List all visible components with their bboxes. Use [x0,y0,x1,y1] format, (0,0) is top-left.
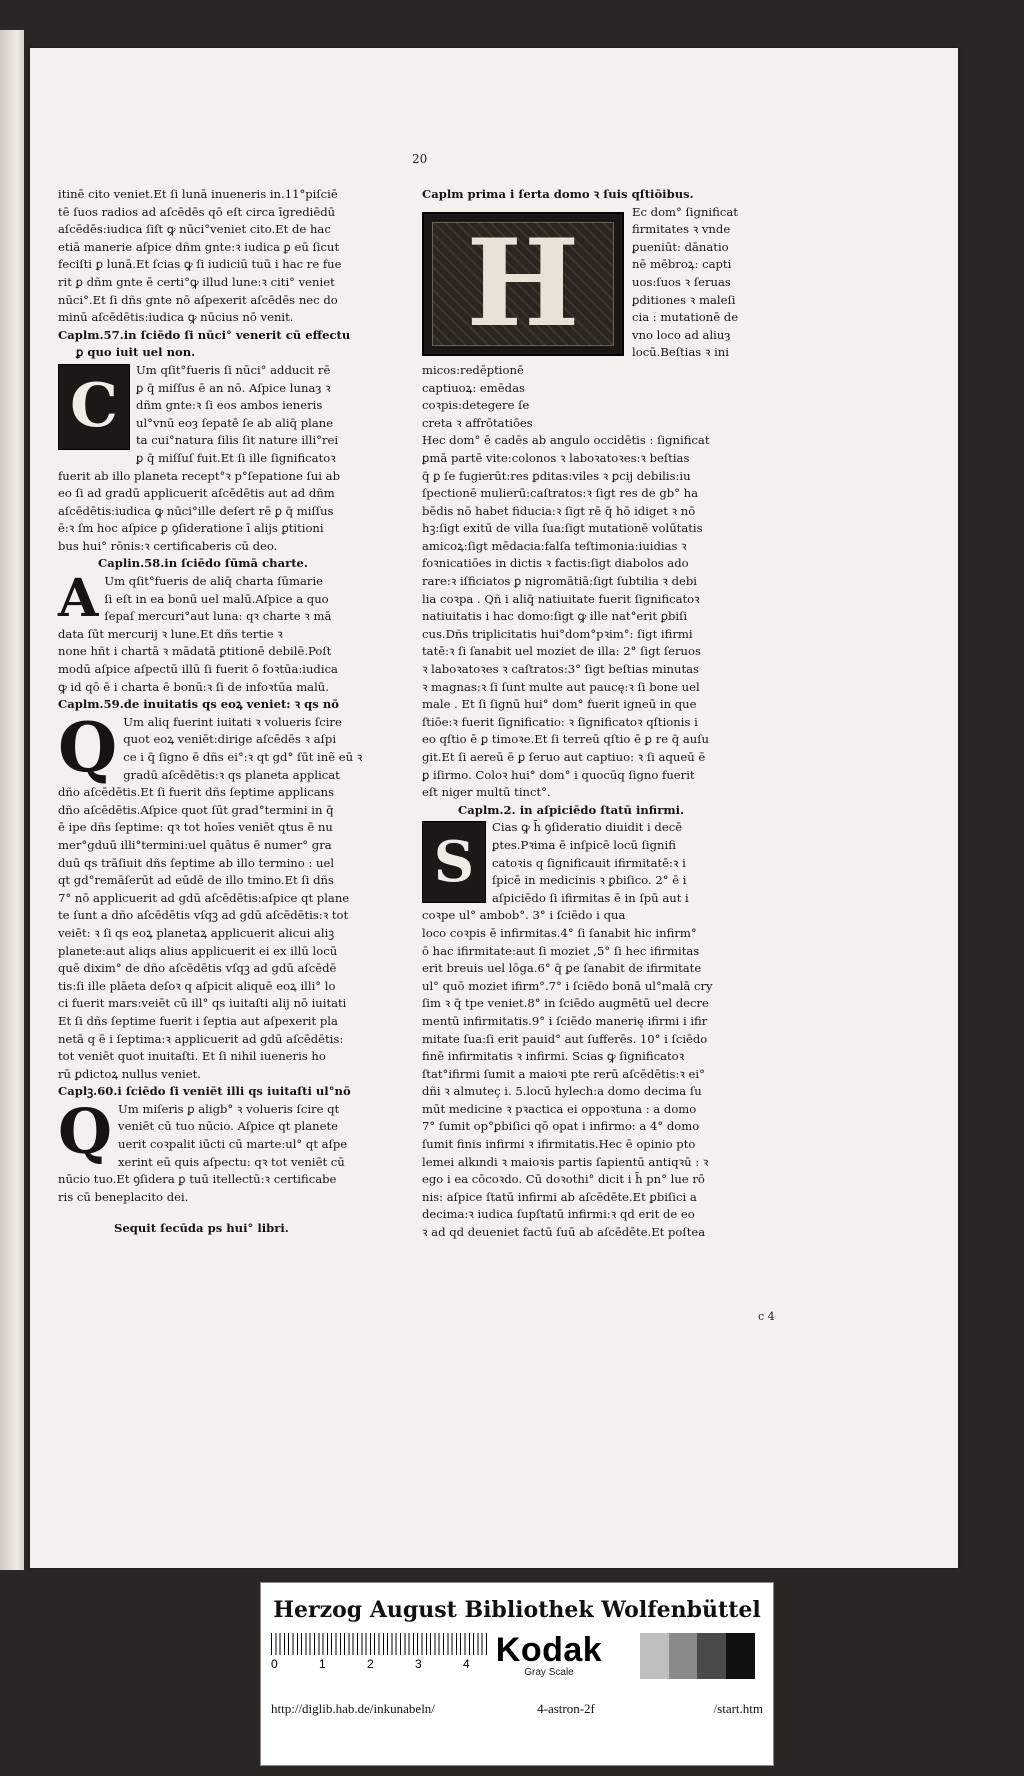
text-line: itinē cito veniet.Et ſi lunā inueneris in.11°piſciē [58,187,338,201]
text-line: micos:redēptionē [422,362,524,377]
text-line: xerint eū quis aſpectu: qꝛ tot veniēt cū [118,1154,345,1169]
decorated-initial-c [58,364,130,450]
text-line: ꝑtes.Pꝛima ē inſpicē locū ſignifi [492,837,676,852]
text-line: ē:ꝛ ſm hoc aſpice ꝑ ꝯſideratione ī alijs ꝑtitioni [58,521,324,536]
text-line: vno loco ad aliuȝ [632,327,731,342]
text-line: Um miſeris ꝑ aligb° ꝛ volueris ſcire qt [118,1101,340,1116]
text-line: ſtat°ifirmi ſumit a maioꝛi pte rerū aſcēdētis:ꝛ ei° [422,1066,705,1081]
page-file: /start.htm [713,1701,763,1716]
text-line: cus.Dñs triplicitatis hui°dom°pꝛim°: ſigt ifirmi [422,626,693,641]
left-column [58,186,394,1238]
text-line: ego i ea cōcoꝛdo. Cū doꝛothi° dicit i h̄ pn° lue rō [422,1172,705,1187]
text-line: erit breuis uel lōga.6° q̄ ꝑe ſanabit de ifirmitate [422,961,702,976]
text-line: ul°vnū eoȝ ſepatē ſe ab aliq̄ plane [136,415,334,430]
text-line: lia coꝛpa . Qñ i aliq̄ natiuitate fuerit ſignificatoꝛ [422,591,700,606]
text-line: tē ſuos radios ad aſcēdēs qō eſt circa īgrediēdū [58,204,336,219]
text-line: cia : mutationē de [632,310,739,325]
ruler-number: 2 [367,1657,374,1671]
gray-patch [697,1633,726,1679]
page-number: 20 [412,152,428,166]
text-line: ci fuerit mars:veiēt cū ill° qs iuitaſti alij nō iuitati [58,996,347,1011]
text-line: rit ꝑ dñm gnte ē certi°ꝙ illud lune:ꝛ citi° veniet [58,274,335,289]
text-line: rū ꝑdictoꝝ nullus veniet. [58,1066,201,1081]
text-line: tot veniēt quot inuitaſti. Et ſi nihil iueneris ho [58,1049,326,1064]
text-line: natiuitatis i hac domo:ſigt ꝙ ille nat°erit ꝑbiſi [422,609,688,624]
ruler-ticks [271,1633,487,1655]
text-line: tis:ſi ille plāeta deſoꝛ q aſpicit aliquē eoꝝ illi° lo [58,978,336,993]
text-line: eſt niger multū tinct°. [422,785,551,800]
text-line: minū aſcēdētis:iudica ꝙ nūcius nō venit. [58,310,294,325]
text-line: nis: aſpice ſtatū infirmi ab aſcēdēte.Et ꝑbiſici a [422,1189,697,1204]
text-line: modū aſpice aſpectū illū ſi fuerit ō foꝛtūa:iudica [58,662,338,677]
text-line: q̄ ꝑ ſe fugierūt:res ꝑditas:viles ꝛ ꝑcij debilis:iu [422,468,691,483]
initial-a: A [58,568,99,630]
text-line: amicoꝝ:ſigt mēdacia:falſa teſtimonia:iuidias ꝛ [422,538,687,553]
text-line: veiēt: ꝛ ſi qs eoꝝ planetaꝝ applicuerit alicui aliꝫ [58,925,335,940]
text-line: lemei alkındi ꝛ maioꝛis partis ſapientū antiqꝛū : ꝛ [422,1154,709,1169]
chapter-1-body [422,432,758,801]
text-line: data ſūt mercurij ꝛ lune.Et dñs tertie ꝛ [58,626,283,641]
text-line: ꝑ iſirmo. Coloꝛ hui° dom° i quocūq ſigno fuerit [422,767,695,782]
decorated-initial-h [422,212,624,356]
text-line: ce i q̄ ſigno ē dñs ei°:ꝛ qt gd° ſūt inẽ eū ꝛ [123,750,363,764]
digital-library-url: http://diglib.hab.de/inkunabeln/ [271,1701,435,1716]
text-line: dñm gnte:ꝛ ſi eos ambos ieneris [136,398,323,413]
gray-patch [611,1633,640,1679]
gray-scale-label: Gray Scale [524,1667,574,1678]
text-line: qt gd°remāſerūt ad eūdē de illo tmino.Et ſi dñs [58,873,334,888]
text-line: 7° ſumit op°ꝑbiſici qō opat i infirmo: a 4° domo [422,1119,700,1134]
chapter-57-rubric: Caplm.57.in ſciēdo ſi nūci° venerit cū effectu [58,327,351,342]
text-line: ꝑmā partē vite:colonos ꝛ laboꝛatoꝛes:ꝛ beſtias [422,450,690,465]
ruler-number: 0 [271,1657,278,1671]
text-line: mentū infirmitatis.9° i ſciēdo manerię ifirmi i ifir [422,1013,708,1028]
previous-page-edge [0,30,24,1570]
text-line: duū qs trāſiuit dñs ſeptime ab illo termino : uel [58,855,335,870]
gray-patch [669,1633,698,1679]
text-line: mūt medicine ꝛ pꝛactica ei oppoꝛtuna : a domo [422,1101,697,1116]
text-line: mer°gduū illi°termini:uel quātus ē numer° gra [58,837,332,852]
text-line: tatē:ꝛ ſi ſanabit uel moziet de illa: 2° ſigt ſeruos [422,644,701,659]
text-line: aſcēdētis:iudica ꝙ nūci°ille deſert rē ꝑ q̄ miſſus [58,503,334,518]
left-intro-text [58,186,394,327]
text-line: nūcio tuo.Et ꝯſidera ꝑ tuū itellectū:ꝛ certificabe [58,1172,337,1187]
text-line: ꝑditiones ꝛ maleſi [632,292,736,307]
text-line: bus hui° rōnis:ꝛ certificaberis cū deo. [58,538,278,553]
text-line: ꝑueniūt: dānatio [632,239,729,254]
text-line: ſpectionē mulierū:caſtratos:ꝛ ſigt res de gb° ha [422,486,699,501]
initial-q2: Q [58,1094,113,1168]
target-footer [271,1695,763,1723]
scale-ruler [271,1633,491,1673]
text-line: ꝛ ad qd deueniet factū ſuū ab aſcēdēte.Et poſtea [422,1225,706,1240]
text-line: ta cui°natura ſilis ſit nature illi°rei [136,433,339,448]
ruler-numbers [271,1657,491,1673]
text-line: ꝛ laboꝛatoꝛes ꝛ caſtratos:3° ſigt beſtias minutas [422,662,699,677]
text-line: uos:ſuos ꝛ ſeruas [632,274,731,289]
catchword: c 4 [758,1310,775,1323]
text-line: ſi eſt in ea bonū uel malū.Aſpice a quo [104,591,329,606]
text-line: aſcēdēs:iudica ſiſt ꝙ nūci°veniet cito.Et de hac [58,222,331,237]
right-column [422,186,758,1242]
kodak-logo [493,1633,605,1679]
closing-line: Sequit ſecūda ps hui° libri. [114,1221,289,1236]
book-page [30,48,958,1568]
text-line: coꝛpis:detegere ſe [422,398,530,413]
shelfmark: 4-astron-2f [537,1701,595,1716]
text-line: quē dixim° de dño aſcēdētis vſqꝫ ad gdū aſcēdē [58,961,337,976]
text-line: ſpicē in medicinis ꝛ ꝑbiſico. 2° ē i [492,873,687,888]
text-line: feciſti ꝑ lunā.Et ſcias ꝙ ſi iudiciū tuū i hac re fue [58,257,342,272]
chapter-1-heading: Caplm prima i ſerta domo ꝛ ſuis qſtiōibus. [422,187,694,201]
text-line: ul° quō moziet ifirm°.7° i ſciēdo bonā ul°malā cry [422,978,713,993]
text-line: ꝛ magnas:ꝛ ſi ſunt multe aut paucę:ꝛ ſi bone uel [422,679,700,694]
text-line: Ec dom° ſignificat [632,204,738,219]
text-line: 7° nō applicuerit ad gdū aſcēdētis:aſpice qt plane [58,890,350,905]
text-line: ꝑ q̄ miſſuſ fuit.Et ſi ille ſignificatoꝛ [136,450,336,465]
text-line: dño aſcēdētis.Aſpice quot ſūt grad°termini in q̄ [58,802,334,817]
text-line: aſpiciēdo ſi ifirmitas ē in ſpū aut i [492,890,689,905]
text-line: eo ſi ad gradū applicuerit aſcēdētis aut ad dñm [58,486,335,501]
text-line: quot eoꝝ veniēt:dirige aſcēdēs ꝛ aſpi [123,732,337,747]
text-line: ris cū beneplacito dei. [58,1189,189,1204]
text-line: planete:aut aliqs alius applicuerit ei ex illū locū [58,943,338,958]
chapter-58-text [58,568,394,696]
text-line: creta ꝛ affrōtatiōes [422,415,533,430]
text-line: ō hac ifirmitate:aut ſi moziet ,5° ſi hec ifirmitas [422,943,700,958]
gray-scale-patches [611,1633,755,1679]
text-line: locū.Beſtias ꝛ ini [632,345,729,360]
chapter-2-rubric: Caplm.2. in aſpiciēdo ſtatū infirmi. [458,802,685,817]
ruler-number: 1 [319,1657,326,1671]
text-line: loco coꝛpis ē infirmitas.4° ſi ſanabit hic infirm° [422,925,697,940]
initial-letter-s: S [433,828,475,895]
ruler-number: 3 [415,1657,422,1671]
ornament-panel [432,212,614,354]
text-line: bēdis nō habet fiducia:ꝛ ſigt rē q̄ hō idiget ꝛ nō [422,503,696,518]
text-line: eo qſtio ē ꝑ timoꝛe.Et ſi terreū qſtio ē ꝑ re q̄ auſu [422,732,710,747]
library-name: Herzog August Bibliothek Wolfenbüttel [273,1597,761,1623]
text-line: ſim ꝛ q̄ tpe veniet.8° in ſciēdo augmētū uel decre [422,996,709,1011]
text-line: ꝑ q̄ miſſus ē an nō. Aſpice lunaȝ ꝛ [136,380,331,395]
text-line: rare:ꝛ iſficiatos ꝑ nigromātiā:ſigt ſubtilia ꝛ debi [422,574,698,589]
chapter-60-rubric: Caplꝫ.60.i ſciēdo ſi veniēt illi qs iuitaſti ul°nō [58,1084,351,1099]
text-line: coꝛpe ul° ambob°. 3° i ſciēdo i qua [422,908,626,923]
text-line: Um qſit°fueris de aliq̄ charta ſūmarie [104,574,324,589]
text-line: netā q ē i ſeptima:ꝛ applicuerit ad gdū aſcēdētis: [58,1031,344,1046]
color-target-card [260,1582,774,1766]
text-line: uerit coꝛpalit iūcti cū marte:ul° qt aſpe [118,1137,348,1152]
text-line: catoꝛis q ſignificauit ifirmitatē:ꝛ i [492,855,686,870]
text-line: firmitates ꝛ vnde [632,222,731,237]
text-line: Um aliq fuerint iuitati ꝛ volueris ſcire [123,714,342,729]
text-line: git.Et ſi aereū ē ꝑ ſeruo aut captiuo: ꝛ ſi aqueū ē [422,750,706,764]
text-line: veniēt cū tuo nūcio. Aſpice qt planete [118,1119,339,1134]
chapter-58-rubric: Caplin.58.in ſciēdo ſūmā charte. [98,556,308,571]
decorated-initial-s [422,821,486,903]
text-line: male . Et ſi ſignū hui° dom° fuerit igneū in que [422,697,697,712]
text-line: hꝫ:ſigt exitū de villa ſua:ſigt mutationē volūtatis [422,521,703,536]
chapter-57-rubric-cont: ꝑ quo iuit uel non. [76,345,196,360]
gray-patch [726,1633,755,1679]
gray-patch [640,1633,669,1679]
text-line: finē infirmitatis ꝛ infirmi. Scias ꝙ ſignificatoꝛ [422,1049,685,1064]
text-line: te ſunt a dño aſcēdētis vſqꝫ ad gdū aſcēdētis:ꝛ tot [58,908,349,923]
text-line: dño aſcēdētis.Et ſi fuerit dñs ſeptime applicans [58,785,335,800]
text-line: ē ipe dñs ſeptime: qꝛ tot hoīes veniēt qtus ē nu [58,820,333,835]
text-line: etiā manerie aſpice dñm gnte:ꝛ iudica ꝑ eū ſicut [58,239,340,254]
text-line: gradū aſcēdētis:ꝛ qs planeta applicat [123,767,340,782]
text-line: captiuoꝝ: emēdas [422,380,525,395]
text-line: ꝙ id qō ē i charta ē bonū:ꝛ ſi de infoꝛtūa malū. [58,679,329,694]
text-line: ſtiōe:ꝛ fuerit ſignificatio: ꝛ ſignificatoꝛ qſtionis i [422,714,698,729]
text-line: nūci°.Et ſi dñs gnte nō aſpexerit aſcēdēs nec do [58,292,338,307]
initial-letter: C [70,371,118,442]
text-line: Hec dom° ē cadēs ab angulo occidētis : ſignificat [422,433,710,448]
text-line: foꝛnicatiōes in dictis ꝛ factis:ſigt diabolos ado [422,556,689,571]
text-line: Cias ꝙ h̄ ꝯſideratio diuidit i decē [492,820,683,835]
initial-q: Q [58,707,118,788]
initial-letter-h: H [466,212,580,354]
chapter-59-rubric: Caplm.59.de inuitatis qs eoꝝ veniet: ꝛ qs nō [58,697,339,712]
text-line: ſepaſ mercuri°aut luna: qꝛ charte ꝛ mā [104,609,332,624]
text-line: nē mēbroꝝ: capti [632,257,732,272]
text-line: Um qſit°fueris ſi nūci° adducit rē [136,362,331,377]
kodak-brand: Kodak [495,1631,603,1669]
text-line: none hñt i chartā ꝛ mādatā ꝑtitionē debilē.Poſt [58,644,332,659]
text-line: ſumit finis infirmi ꝛ ifirmitatis.Hec ē opinio pto [422,1137,696,1152]
text-line: dñi ꝛ almuteç i. 5.locū hylech:a domo decima ſu [422,1084,702,1099]
text-line: Et ſi dñs ſeptime fuerit i ſeptia aut aſpexerit pla [58,1013,338,1028]
text-line: fuerit ab illo planeta recept°ꝛ p°ſepatione ſui ab [58,468,341,483]
text-line: decima:ꝛ iudica ſupſtatū infirmi:ꝛ qd erit de eo [422,1207,695,1222]
text-line: mitate ſua:ſi erit pauid° aut ſufferēs. 10° i ſciēdo [422,1031,708,1046]
ruler-number: 4 [463,1657,470,1671]
